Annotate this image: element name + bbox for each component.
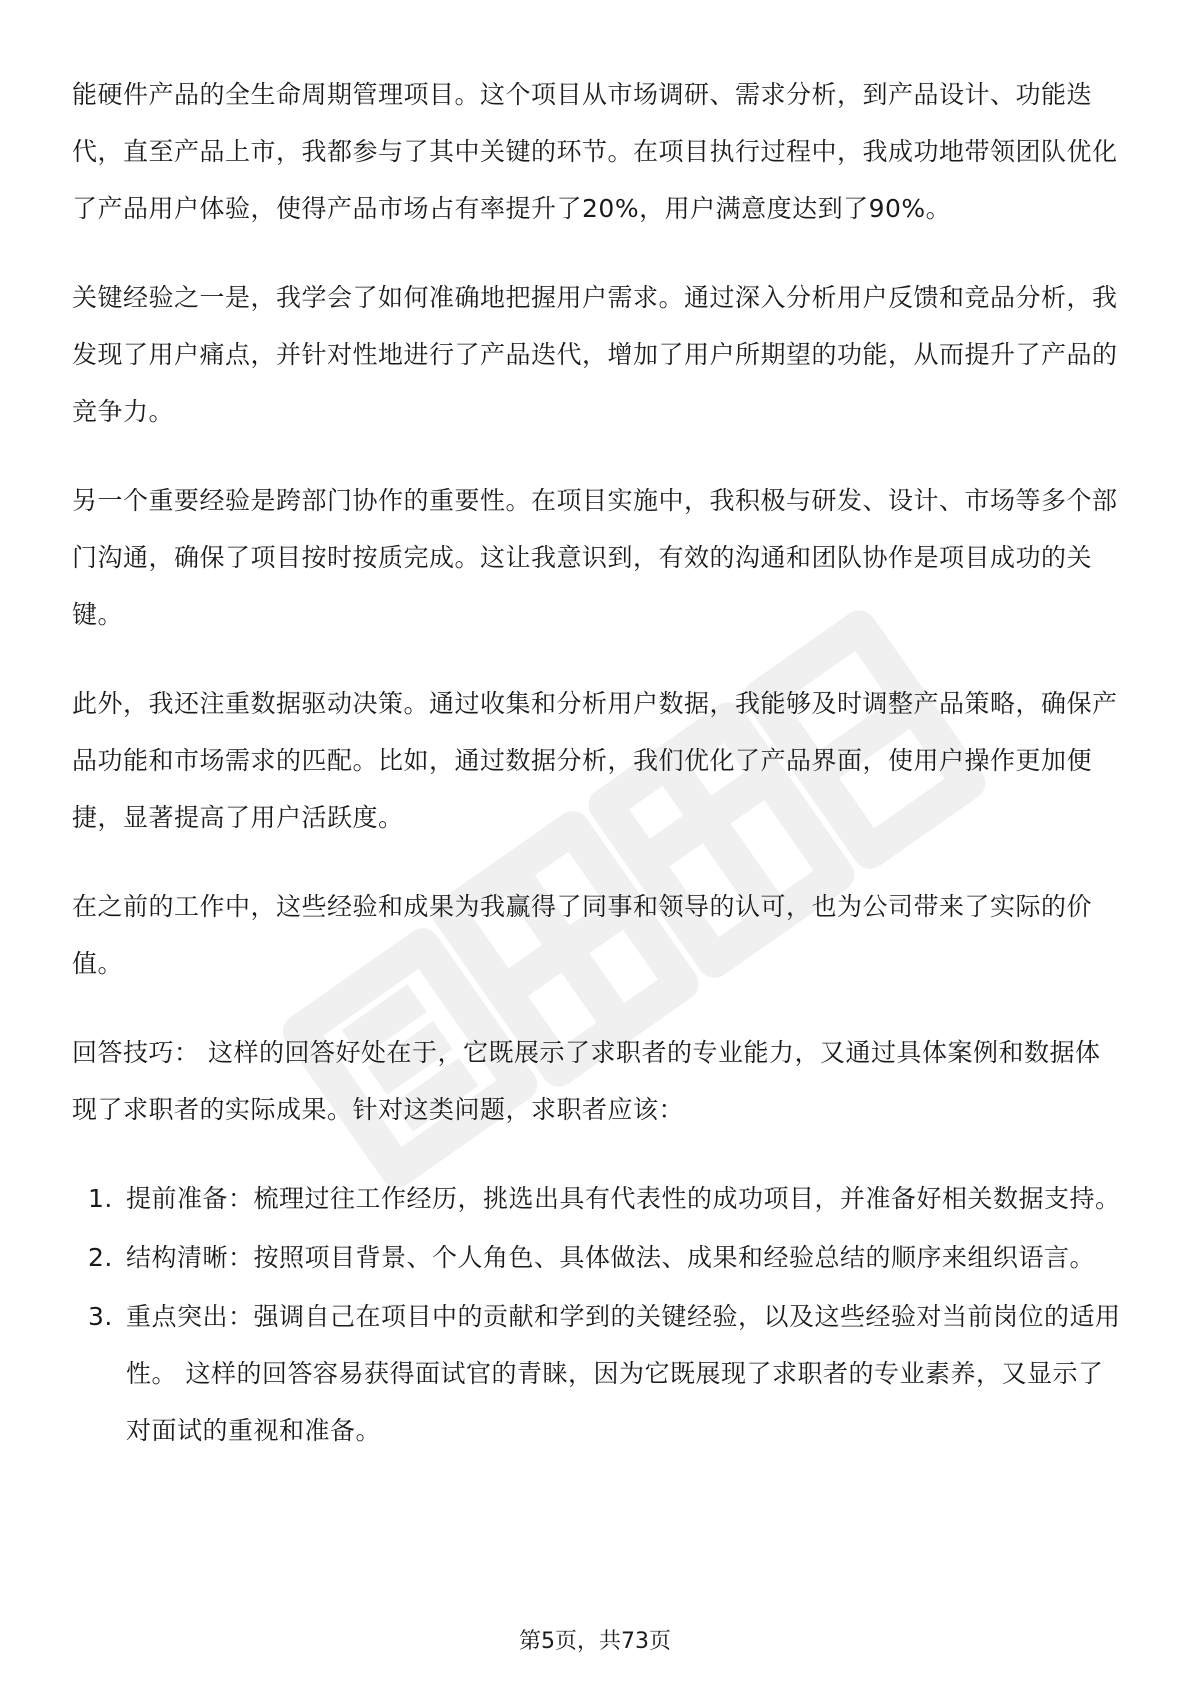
tips-list xyxy=(72,1170,1122,1459)
paragraph-data-driven: 此外，我还注重数据驱动决策。通过收集和分析用户数据，我能够及时调整产品策略，确保产品功能和市场需求的匹配。比如，通过数据分析，我们优化了产品界面，使用户操作更加便捷，显著提高了用户活跃度。 xyxy=(72,689,1118,832)
list-item xyxy=(72,1170,1122,1227)
paragraph-user-needs: 关键经验之一是，我学会了如何准确地把握用户需求。通过深入分析用户反馈和竞品分析，我发现了用户痛点，并针对性地进行了产品迭代，增加了用户所期望的功能，从而提升了产品的竞争力。 xyxy=(72,283,1118,426)
list-item xyxy=(72,1288,1122,1459)
list-text: 结构清晰：按照项目背景、个人角色、具体做法、成果和经验总结的顺序来组织语言。 xyxy=(126,1243,1096,1272)
list-text: 提前准备：梳理过往工作经历，挑选出具有代表性的成功项目，并准备好相关数据支持。 xyxy=(126,1184,1121,1213)
list-item xyxy=(72,1229,1122,1286)
main-content xyxy=(72,66,1122,1461)
list-number: 2. xyxy=(88,1243,113,1272)
paragraph-collaboration: 另一个重要经验是跨部门协作的重要性。在项目实施中，我积极与研发、设计、市场等多个部门沟通，确保了项目按时按质完成。这让我意识到，有效的沟通和团队协作是项目成功的关键。 xyxy=(72,486,1118,629)
paragraph-project-summary: 能硬件产品的全生命周期管理项目。这个项目从市场调研、需求分析，到产品设计、功能迭代，直至产品上市，我都参与了其中关键的环节。在项目执行过程中，我成功地带领团队优化了产品用户体验，使得产品市场占有率提升了20%，用户满意度达到了90%。 xyxy=(72,80,1118,223)
paragraph-answer-tips: 回答技巧： 这样的回答好处在于，它既展示了求职者的专业能力，又通过具体案例和数据体现了求职者的实际成果。针对这类问题，求职者应该： xyxy=(72,1038,1101,1124)
page-footer: 第5页，共73页 xyxy=(519,1629,671,1654)
list-text: 重点突出：强调自己在项目中的贡献和学到的关键经验，以及这些经验对当前岗位的适用性。 这样的回答容易获得面试官的青睐，因为它既展现了求职者的专业素养，又显示了对面试的重视和准备。 xyxy=(126,1302,1121,1445)
paragraph-recognition: 在之前的工作中，这些经验和成果为我赢得了同事和领导的认可，也为公司带来了实际的价值。 xyxy=(72,892,1093,978)
list-number: 3. xyxy=(88,1302,113,1331)
list-number: 1. xyxy=(88,1184,113,1213)
